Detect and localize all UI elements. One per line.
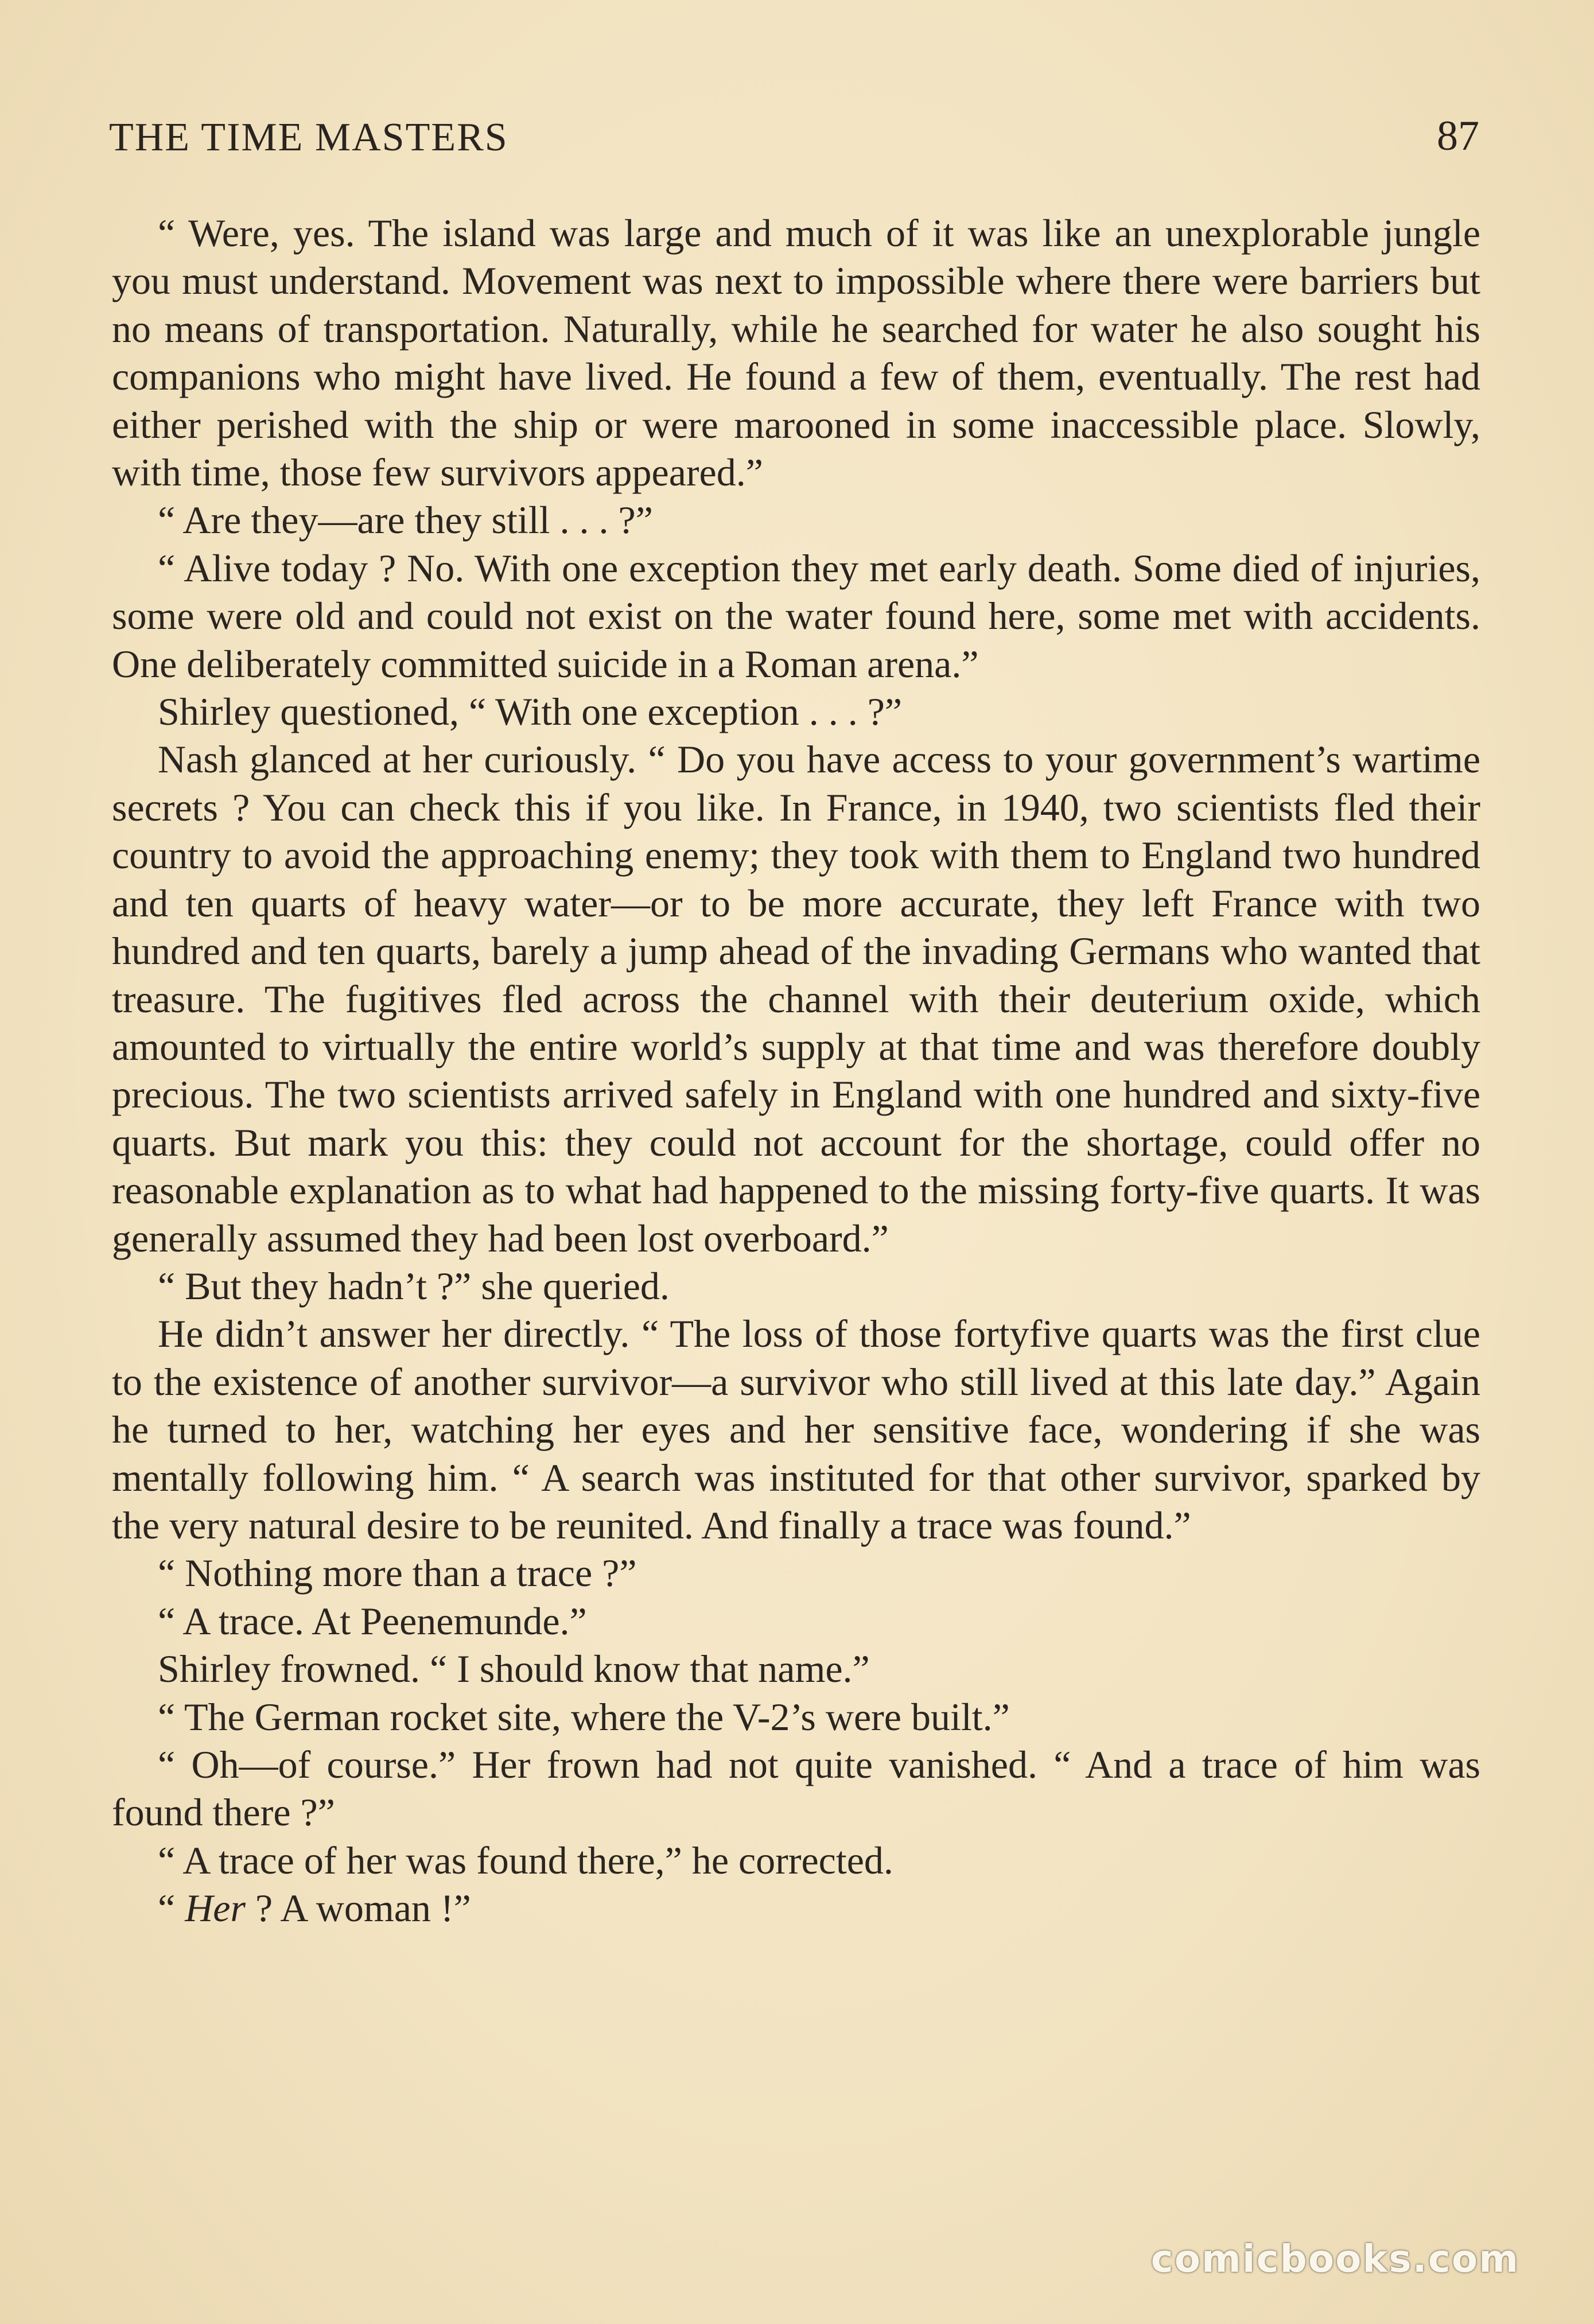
paragraph-last [112,1884,1480,1932]
paragraph: “ Oh—of course.” Her frown had not quite vanished. “ And a trace of him was found there ?” [112,1743,1480,1835]
paragraph: He didn’t answer her directly. “ The loss of those fortyfive quarts was the first clue to the existence of another survivor—a survivor who still lived at this late day.” Again he turned to her, watching her eyes and her sensitive face, wondering if she was mentally following him. “ A search was instituted for that other survivor, sparked by the very natural desire to be reunited. And finally a trace was found.” [112,1312,1480,1547]
paragraph: “ Were, yes. The island was large and much of it was like an unexplorable jungle you must understand. Movement was next to impossible where there were barriers but no means of transportation. Naturally, while he searched for water he also sought his companions who might have lived. He found a few of them, eventually. The rest had either perished with the ship or were marooned in some inaccessible place. Slowly, with time, those few survivors appeared.” [112,211,1480,495]
paragraph: “ The German rocket site, where the V-2’s were built.” [158,1695,1010,1739]
last-line-open-quote: “ [158,1886,185,1930]
paragraph: “ Nothing more than a trace ?” [158,1551,637,1595]
paragraph: “ Are they—are they still . . . ?” [158,498,653,542]
watermark: comicbooks.com [1150,2237,1519,2281]
paragraph: “ A trace of her was found there,” he corrected. [158,1838,893,1882]
body-text [112,209,1480,1933]
paragraph: “ But they hadn’t ?” she queried. [158,1264,670,1308]
page-number: 87 [1437,112,1479,160]
running-title: THE TIME MASTERS [109,115,508,160]
last-line-rest: ? A woman !” [245,1886,471,1930]
paragraph: Shirley questioned, “ With one exception . . . ?” [158,690,903,734]
paragraph: “ Alive today ? No. With one exception they met early death. Some died of injuries, some were old and could not exist on the water found here, some met with accidents. One deliberately committed suicide in a Roman arena.” [112,546,1480,686]
paragraph: Shirley frowned. “ I should know that name.” [158,1647,870,1691]
last-line-italic-word: Her [185,1886,246,1930]
paragraph: Nash glanced at her curiously. “ Do you have access to your government’s wartime secrets ? You can check this if you like. In France, in 1940, two scientists fled their country to avoid the approaching enemy; they took with them to England two hundred and ten quarts of heavy water—or to be more accurate, they left France with two hundred and ten quarts, barely a jump ahead of the invading Germans who wanted that treasure. The fugitives fled across the channel with their deuterium oxide, which amounted to virtually the entire world’s supply at that time and was therefore doubly precious. The two scientists arrived safely in England with one hundred and sixty-five quarts. But mark you this: they could not account for the shortage, could offer no reasonable explanation as to what had happened to the missing forty-five quarts. It was generally assumed they had been lost overboard.” [112,737,1480,1260]
paragraph: “ A trace. At Peenemunde.” [158,1599,587,1643]
